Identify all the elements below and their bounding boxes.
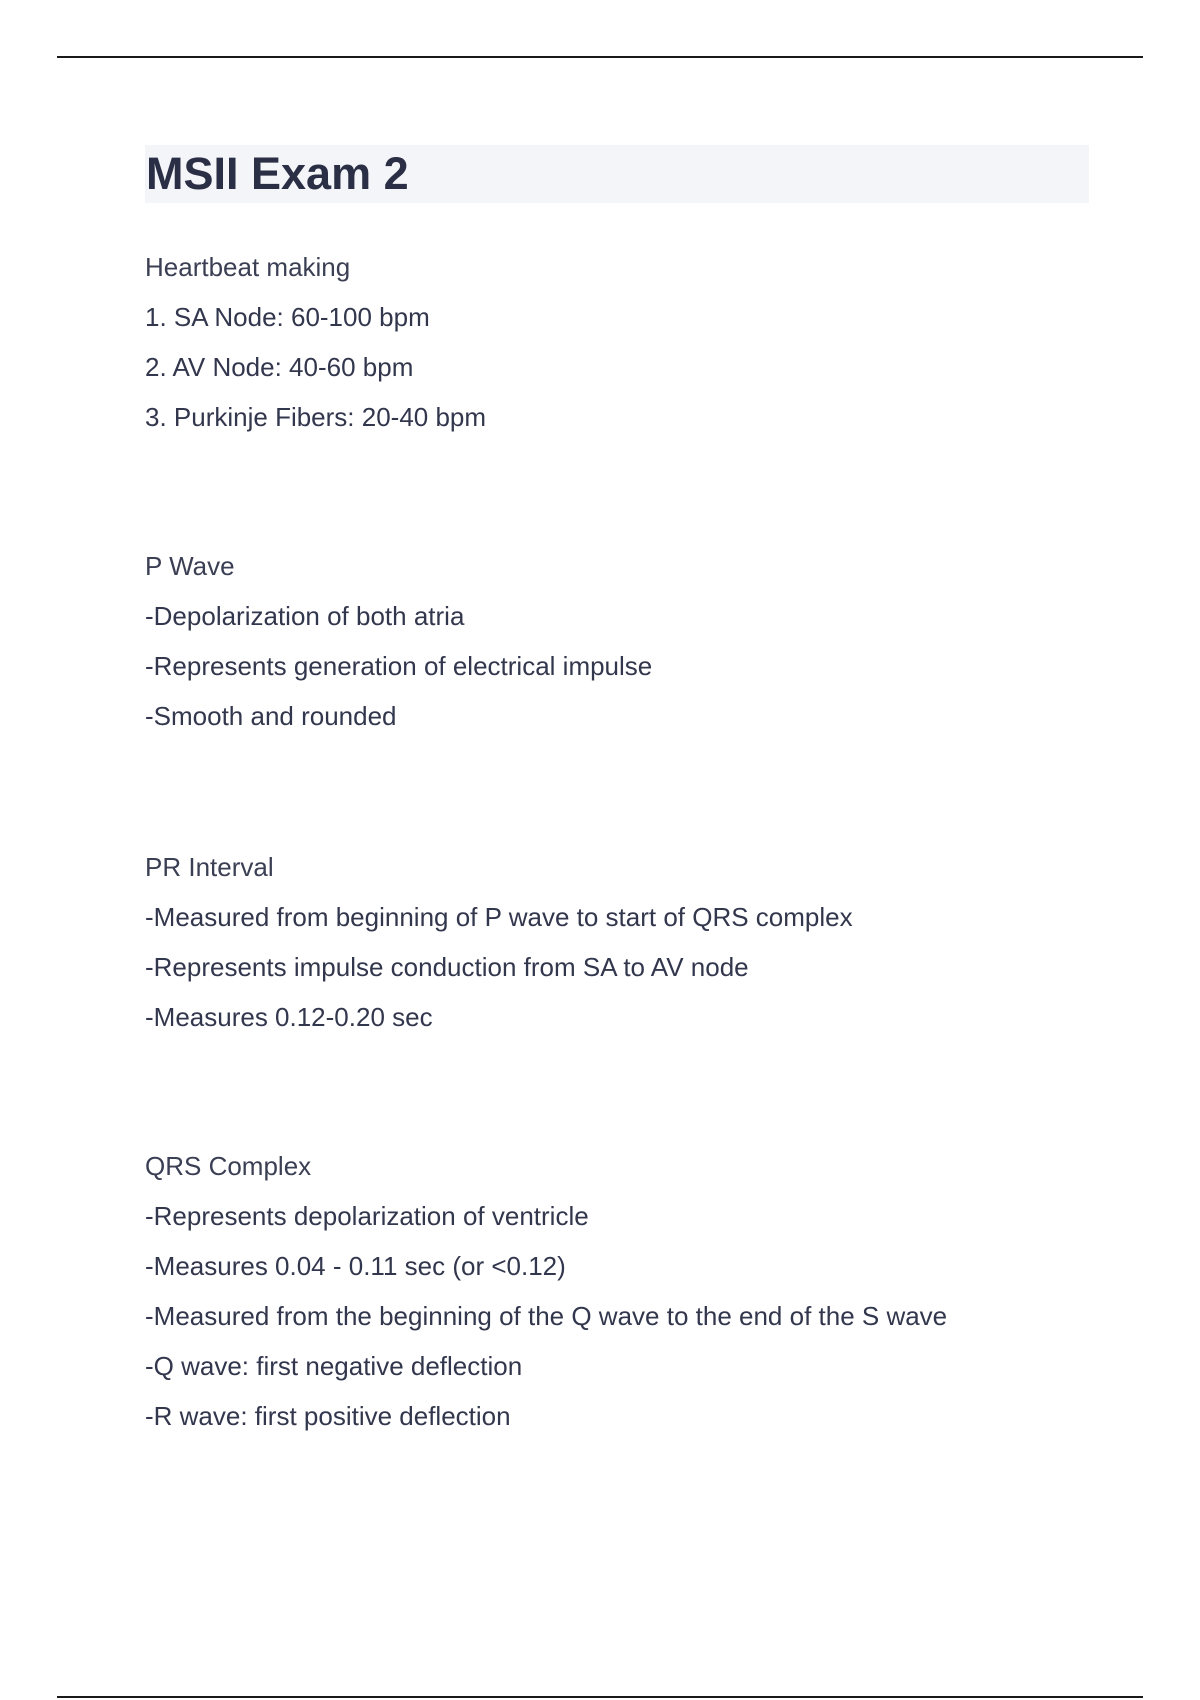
list-item: -Measures 0.04 - 0.11 sec (or <0.12) [145, 1251, 566, 1281]
section-qrs-complex [145, 1141, 1105, 1441]
section-heading: Heartbeat making [145, 252, 351, 282]
section-pr-interval [145, 842, 1105, 1042]
list-item: 3. Purkinje Fibers: 20-40 bpm [145, 402, 487, 432]
list-item: -Depolarization of both atria [145, 601, 465, 631]
list-item: -Represents generation of electrical impulse [145, 651, 653, 681]
section-p-wave [145, 541, 1105, 741]
section-heading: P Wave [145, 551, 235, 581]
list-item: 1. SA Node: 60-100 bpm [145, 302, 430, 332]
list-item: -Smooth and rounded [145, 701, 397, 731]
section-heading: PR Interval [145, 852, 274, 882]
list-item: -Measured from beginning of P wave to start of QRS complex [145, 902, 853, 932]
section-heartbeat-making [145, 242, 1105, 442]
section-heading: QRS Complex [145, 1151, 312, 1181]
page-bottom-rule [57, 1696, 1143, 1698]
list-item: -Measures 0.12-0.20 sec [145, 1002, 433, 1032]
list-item: -R wave: first positive deflection [145, 1401, 511, 1431]
page-top-rule [57, 56, 1143, 58]
list-item: -Q wave: first negative deflection [145, 1351, 523, 1381]
list-item: 2. AV Node: 40-60 bpm [145, 352, 414, 382]
page-title: MSII Exam 2 [146, 148, 409, 199]
list-item: -Represents depolarization of ventricle [145, 1201, 589, 1231]
list-item: -Measured from the beginning of the Q wave to the end of the S wave [145, 1301, 948, 1331]
list-item: -Represents impulse conduction from SA to AV node [145, 952, 749, 982]
